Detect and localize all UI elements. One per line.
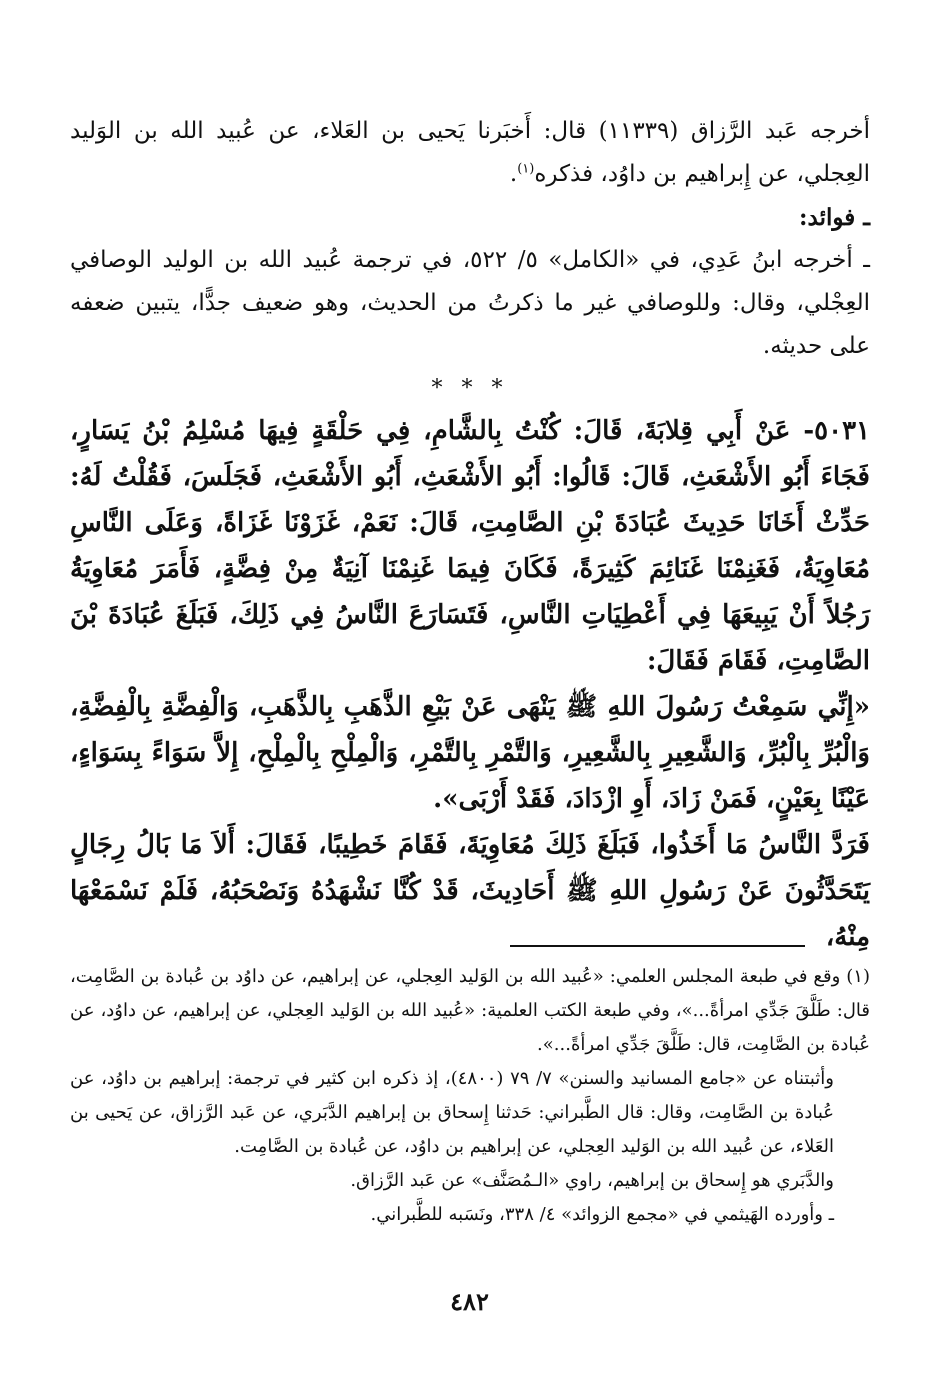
hadith-quote: «إِنِّي سَمِعْتُ رَسُولَ اللهِ ﷺ يَنْهَى عَنْ بَيْعِ الذَّهَبِ بِالذَّهَبِ، وَالْفِضَّةِ بِالْفِضَّةِ، وَالْبُرِّ بِالْبُرِّ، وَالشَّعِيرِ بِالشَّعِيرِ، وَالتَّمْرِ بِالتَّمْرِ، وَالْمِلْحِ بِالْمِلْحِ، إِلاَّ سَوَاءً بِسَوَاءٍ، عَيْنًا بِعَيْنٍ، فَمَنْ زَادَ، أَوِ ازْدَادَ، فَقَدْ أَرْبَى». xyxy=(70,692,870,814)
benefits-heading: ـ فوائد: xyxy=(799,204,870,231)
footnote-2: وأثبتناه عن «جامع المسانيد والسنن» ٧/ ٧٩ (٤٨٠٠)، إذ ذكره ابن كثير في ترجمة: إبراهيم بن داوُد، عن عُبادة بن الصَّامِت، وقال: قال الطَّبراني: حَدثنا إِسحاق بن إبراهيم الدَّبَري، عن عَبد الرَّزاق، عن يَحيى بن العَلاء، عن عُبيد الله بن الوَليد العِجلي، عن إبراهيم بن داوُد، عن عُبادة بن الصَّامِت. xyxy=(70,1068,834,1157)
page-number: ٤٨٢ xyxy=(450,1287,489,1316)
hadith-intro xyxy=(70,408,870,684)
footnotes-area xyxy=(70,960,870,1232)
source-paragraph xyxy=(70,110,870,196)
footnote-3: والدَّبَري هو إِسحاق بن إبراهيم، راوي «الـمُصَنَّف» عن عَبد الرَّزاق. xyxy=(350,1170,834,1191)
footnote-separator xyxy=(510,945,805,947)
source-paragraph-end: . xyxy=(509,161,518,187)
section-separator: * * * xyxy=(431,376,509,401)
source-paragraph-text: أخرجه عَبد الرَّزاق (١١٣٣٩) قال: أَخبَرنا يَحيى بن العَلاء، عن عُبيد الله بن الوَليد العِجلي، عن إِبراهيم بن داوُد، فذكره xyxy=(70,118,870,187)
footnote-1: (١) وقع في طبعة المجلس العلمي: «عُبيد الله بن الوَليد العِجلي، عن إبراهيم، عن داوُد بن عُبادة بن الصَّامِت، قال: طَلَّقَ جَدِّي امرأةً...»، وفي طبعة الكتب العلمية: «عُبيد الله بن الوَليد العِجلي، عن إبراهيم، عن داوُد، عن عُبادة بن الصَّامِت، قال: طَلَّقَ جَدِّي امرأةً...». xyxy=(70,966,870,1055)
hadith-intro-text: - عَنْ أَبِي قِلابَةَ، قَالَ: كُنْتُ بِالشَّامِ، فِي حَلْقَةٍ فِيهَا مُسْلِمُ بْنُ يَسَارٍ، فَجَاءَ أَبُو الأَشْعَثِ، قَالَ: قَالُوا: أَبُو الأَشْعَثِ، أَبُو الأَشْعَثِ، فَجَلَسَ، فَقُلْتُ لَهُ: حَدِّثْ أَخَانَا حَدِيثَ عُبَادَةَ بْنِ الصَّامِتِ، قَالَ: نَعَمْ، غَزَوْنَا غَزَاةً، وَعَلَى النَّاسِ مُعَاوِيَةُ، فَغَنِمْنَا غَنَائِمَ كَثِيرَةً، فَكَانَ فِيمَا غَنِمْنَا آنِيَةٌ مِنْ فِضَّةٍ، فَأَمَرَ مُعَاوِيَةُ رَجُلاً أَنْ يَبِيعَهَا فِي أَعْطِيَاتِ النَّاسِ، فَتَسَارَعَ النَّاسُ فِي ذَلِكَ، فَبَلَغَ عُبَادَةَ بْنَ الصَّامِتِ، فَقَامَ فَقَالَ: xyxy=(70,416,870,676)
footnote-reference: (١) xyxy=(517,161,535,177)
hadith-number: ٥٠٣١ xyxy=(814,416,870,446)
hadith-continuation: فَرَدَّ النَّاسُ مَا أَخَذُوا، فَبَلَغَ ذَلِكَ مُعَاوِيَةَ، فَقَامَ خَطِيبًا، فَقَالَ: أَلاَ مَا بَالُ رِجَالٍ يَتَحَدَّثُونَ عَنْ رَسُولِ اللهِ ﷺ أَحَادِيثَ، قَدْ كُنَّا نَشْهَدُهُ وَنَصْحَبُهُ، فَلَمْ نَسْمَعْهَا مِنْهُ، xyxy=(70,830,870,952)
main-text-area xyxy=(70,110,870,960)
footnote-4: ـ وأورده الهَيثمي في «مجمع الزوائد» ٤/ ٣٣٨، ونَسَبه للطَّبراني. xyxy=(370,1204,834,1225)
benefits-paragraph: ـ أخرجه ابنُ عَدِي، في «الكامل» ٥/ ٥٢٢، في ترجمة عُبيد الله بن الوليد الوصافي العِجْلي، وقال: وللوصافي غير ما ذكرتُ من الحديث، وهو ضعيف جدًّا، يتبين ضعفه على حديثه. xyxy=(70,247,871,359)
